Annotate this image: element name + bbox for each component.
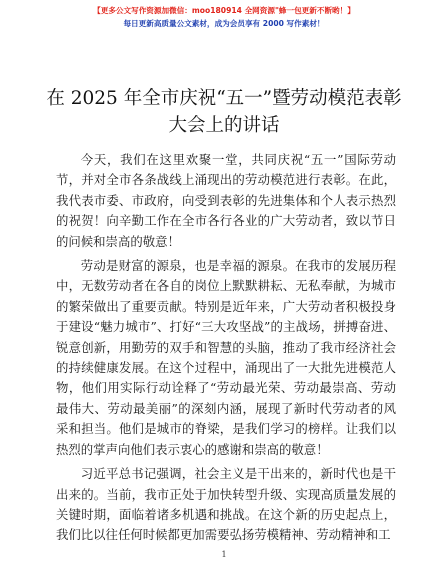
body-paragraph-1: 今天，我们在这里欢聚一堂，共同庆祝“五一”国际劳动节，并对全市各条战线上涌现出的劳动模范进行表彰。在此，我代表市委、市政府，向受到表彰的先进集体和个人表示热烈的祝贺！向辛勤工作在全市各行各业的广大劳动者，致以节日的问候和崇高的敬意！: [56, 152, 396, 249]
promo-banner-line-2: 每日更新高质量公文素材，成为会员享有 2000 写作素材！: [123, 19, 325, 28]
promo-banner-line-1: 【更多公文写作资源加微信：moo180914 全网资源"蜂一包更新不断哟！】: [93, 6, 355, 15]
document-title: 在 2025 年全市庆祝“五一”暨劳动模范表彰大会上的讲话: [46, 88, 402, 136]
body-paragraph-2: 劳动是财富的源泉，也是幸福的源泉。在我市的发展历程中，无数劳动者在各自的岗位上默默耕耘、无私奉献，为城市的繁荣做出了重要贡献。特别是近年来，广大劳动者积极投身于建设“魅力城市”、打好“三大攻坚战”的主战场，拼搏奋进、锐意创新，用勤劳的双手和智慧的头脑，推动了我市经济社会的持续健康发展。在这个过程中，涌现出了一大批先进模范人物，他们用实际行动诠释了“劳动最光荣、劳动最崇高、劳动最伟大、劳动最美丽”的深刻内涵，展现了新时代劳动者的风采和担当。他们是城市的脊梁，是我们学习的榜样。让我们以热烈的掌声向他们表示衷心的感谢和崇高的敬意！: [56, 258, 396, 457]
document-body: [56, 150, 396, 550]
page-number: 1: [221, 550, 227, 559]
body-paragraph-3: 习近平总书记强调，社会主义是干出来的，新时代也是干出来的。当前，我市正处于加快转型升级、实现高质量发展的关键时期，面临着诸多机遇和挑战。在这个新的历史起点上，我们比以往任何时候都更加需要弘扬劳模精神、劳动精神和工: [56, 466, 396, 543]
promo-banner: [0, 4, 448, 30]
